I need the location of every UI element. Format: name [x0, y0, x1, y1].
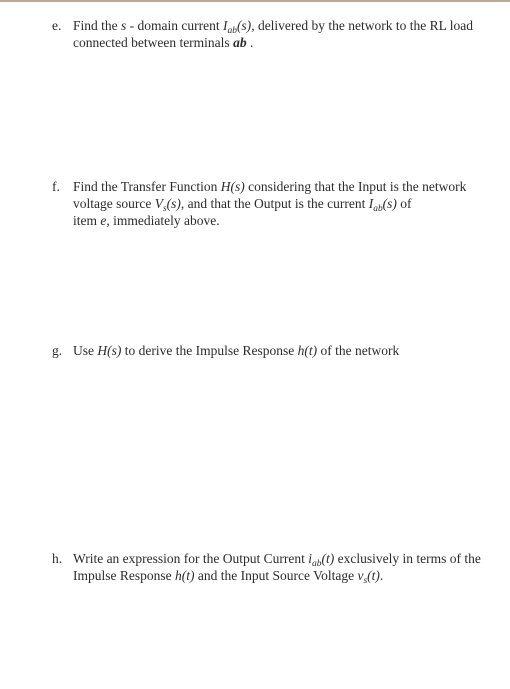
math-fragment: H(s)	[220, 179, 245, 194]
question-item-g	[52, 342, 506, 359]
math-fragment: h(t)	[297, 343, 318, 358]
math-fragment: ab	[312, 559, 322, 569]
math-fragment: i	[308, 551, 313, 566]
text-fragment: of the network	[317, 343, 400, 358]
item-text	[73, 17, 506, 51]
text-fragment: .	[379, 568, 384, 583]
math-fragment: (s)	[166, 196, 181, 211]
text-fragment: Find the	[73, 18, 122, 33]
text-line	[73, 34, 506, 51]
math-fragment: ab	[227, 26, 237, 36]
math-fragment: H(s)	[97, 343, 122, 358]
math-fragment: (s)	[382, 196, 397, 211]
text-fragment: voltage source	[73, 196, 155, 211]
question-item-e	[52, 17, 506, 51]
math-fragment: (t)	[321, 551, 335, 566]
math-fragment: I	[368, 196, 374, 211]
text-fragment: connected between terminals	[73, 35, 234, 50]
text-fragment: to derive the Impulse Response	[121, 343, 298, 358]
question-item-f	[52, 178, 506, 229]
math-fragment: v	[357, 568, 364, 583]
math-fragment: s	[363, 576, 368, 586]
item-marker: f.	[52, 179, 60, 194]
text-fragment: of	[396, 196, 412, 211]
math-fragment: ab	[233, 35, 247, 50]
math-fragment: V	[154, 196, 163, 211]
item-text	[73, 550, 506, 584]
math-fragment: I	[223, 18, 228, 33]
text-fragment: , and that the Output is the current	[180, 196, 369, 211]
text-line	[73, 195, 506, 212]
text-fragment: item	[73, 213, 101, 228]
text-fragment: , delivered by the network to the RL load	[251, 18, 474, 33]
math-fragment: (s)	[236, 18, 252, 33]
text-fragment: Use	[73, 343, 98, 358]
text-fragment: .	[246, 35, 254, 50]
text-line	[73, 17, 506, 34]
math-fragment: s	[162, 204, 167, 214]
item-marker: g.	[52, 343, 63, 358]
item-text	[73, 178, 506, 229]
text-fragment: Find the Transfer Function	[73, 179, 221, 194]
question-item-h	[52, 550, 506, 584]
math-fragment: (t)	[367, 568, 380, 583]
text-line	[73, 550, 506, 567]
math-fragment: h(t)	[175, 568, 195, 583]
item-marker: h.	[52, 551, 63, 566]
text-line	[73, 178, 506, 195]
text-fragment: Write an expression for the Output Current	[73, 551, 309, 566]
math-fragment: s	[121, 18, 127, 33]
math-fragment: ab	[373, 204, 383, 214]
text-fragment: considering that the Input is the network	[244, 179, 467, 194]
text-fragment: exclusively in terms of the	[334, 551, 481, 566]
text-line	[73, 342, 506, 359]
text-fragment: Impulse Response	[73, 568, 175, 583]
math-fragment: e	[100, 213, 107, 228]
page-top-rule	[0, 0, 510, 2]
text-line	[73, 212, 506, 229]
item-text	[73, 342, 506, 359]
text-fragment: and the Input Source Voltage	[194, 568, 358, 583]
text-line	[73, 567, 506, 584]
text-fragment: , immediately above.	[106, 213, 220, 228]
item-marker: e.	[52, 18, 62, 33]
text-fragment: - domain current	[126, 18, 223, 33]
